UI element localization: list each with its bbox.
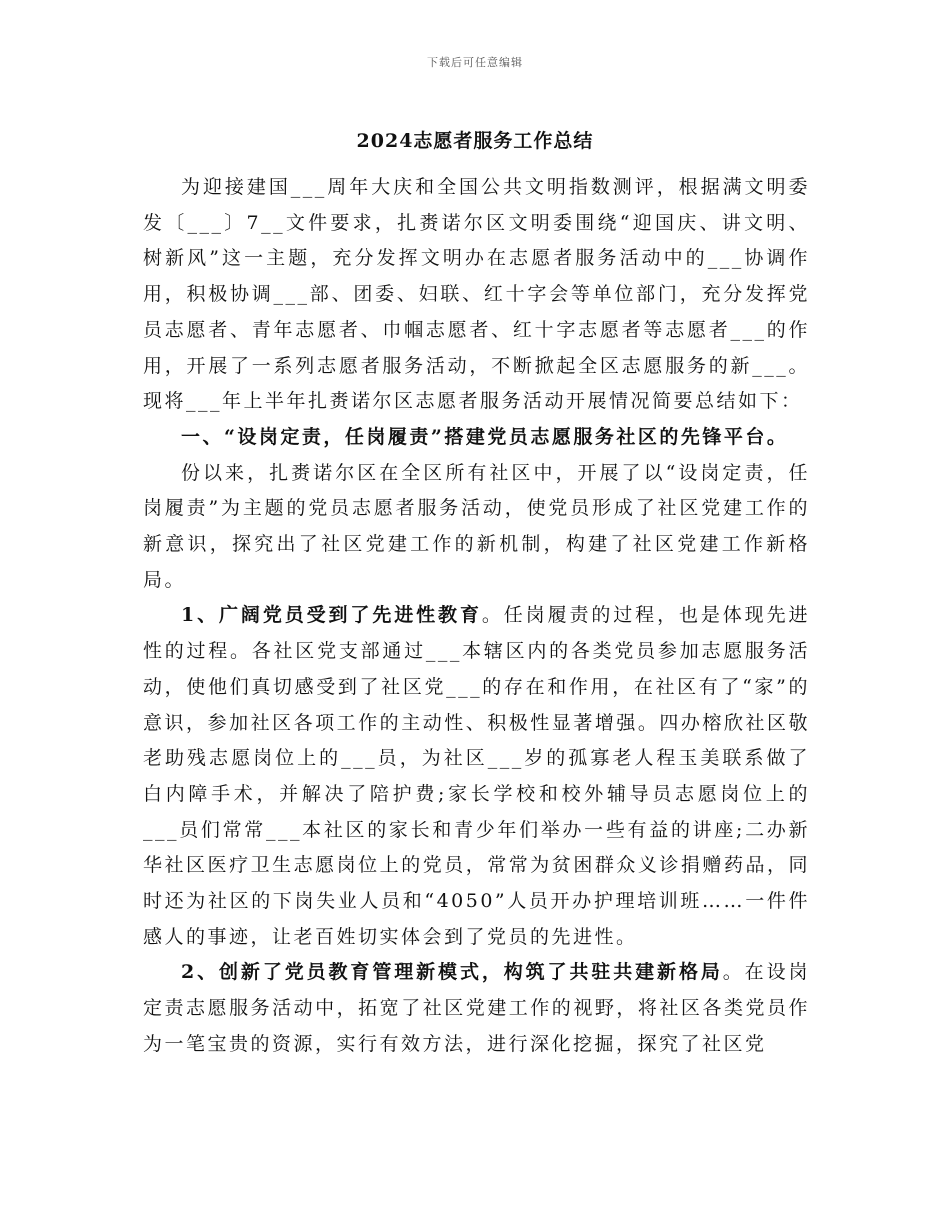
item2-paragraph <box>143 955 810 1062</box>
item2-lead: 2、创新了党员教育管理新模式，构筑了共驻共建新格局 <box>181 961 723 984</box>
item1-lead: 1、广阔党员受到了先进性教育 <box>181 604 482 627</box>
item1-paragraph <box>143 598 810 955</box>
header-note: 下载后可任意编辑 <box>427 56 523 69</box>
item1-body: 。任岗履责的过程，也是体现先进性的过程。各社区党支部通过___本辖区内的各类党员参加志愿服务活动，使他们真切感受到了社区党___的存在和作用，在社区有了“家”的意识，参加社区各项工作的主动性、积极性显著增强。四办榕欣社区敬老助残志愿岗位上的___员，为社区___岁的孤寡老人程玉美联系做了白内障手术，并解决了陪护费;家长学校和校外辅导员志愿岗位上的___员们常常___本社区的家长和青少年们举办一些有益的讲座;二办新华社区医疗卫生志愿岗位上的党员，常常为贫困群众义诊捐赠药品，同时还为社区的下岗失业人员和“4050”人员开办护理培训班……一件件感人的事迹，让老百姓切实体会到了党员的先进性。 <box>143 604 810 948</box>
section1-paragraph: 份以来，扎赉诺尔区在全区所有社区中，开展了以“设岗定责，任岗履责”为主题的党员志愿者服务活动，使党员形成了社区党建工作的新意识，探究出了社区党建工作的新机制，构建了社区党建工作新格局。 <box>143 461 810 591</box>
item2-body: 。在设岗定责志愿服务活动中，拓宽了社区党建工作的视野，将社区各类党员作为一笔宝贵的资源，实行有效方法，进行深化挖掘，探究了社区党 <box>143 961 810 1055</box>
document-title: 2024志愿者服务工作总结 <box>356 130 594 152</box>
section-heading-1: 一、“设岗定责，任岗履责”搭建党员志愿服务社区的先锋平台。 <box>181 425 789 448</box>
document-body <box>143 170 810 1063</box>
intro-paragraph: 为迎接建国___周年大庆和全国公共文明指数测评，根据满文明委发〔___〕7__文件要求，扎赉诺尔区文明委围绕“迎国庆、讲文明、树新风”这一主题，充分发挥文明办在志愿者服务活动中的___协调作用，积极协调___部、团委、妇联、红十字会等单位部门，充分发挥党员志愿者、青年志愿者、巾帼志愿者、红十字志愿者等志愿者___的作用，开展了一系列志愿者服务活动，不断掀起全区志愿服务的新___。现将___年上半年扎赉诺尔区志愿者服务活动开展情况简要总结如下： <box>143 176 810 413</box>
